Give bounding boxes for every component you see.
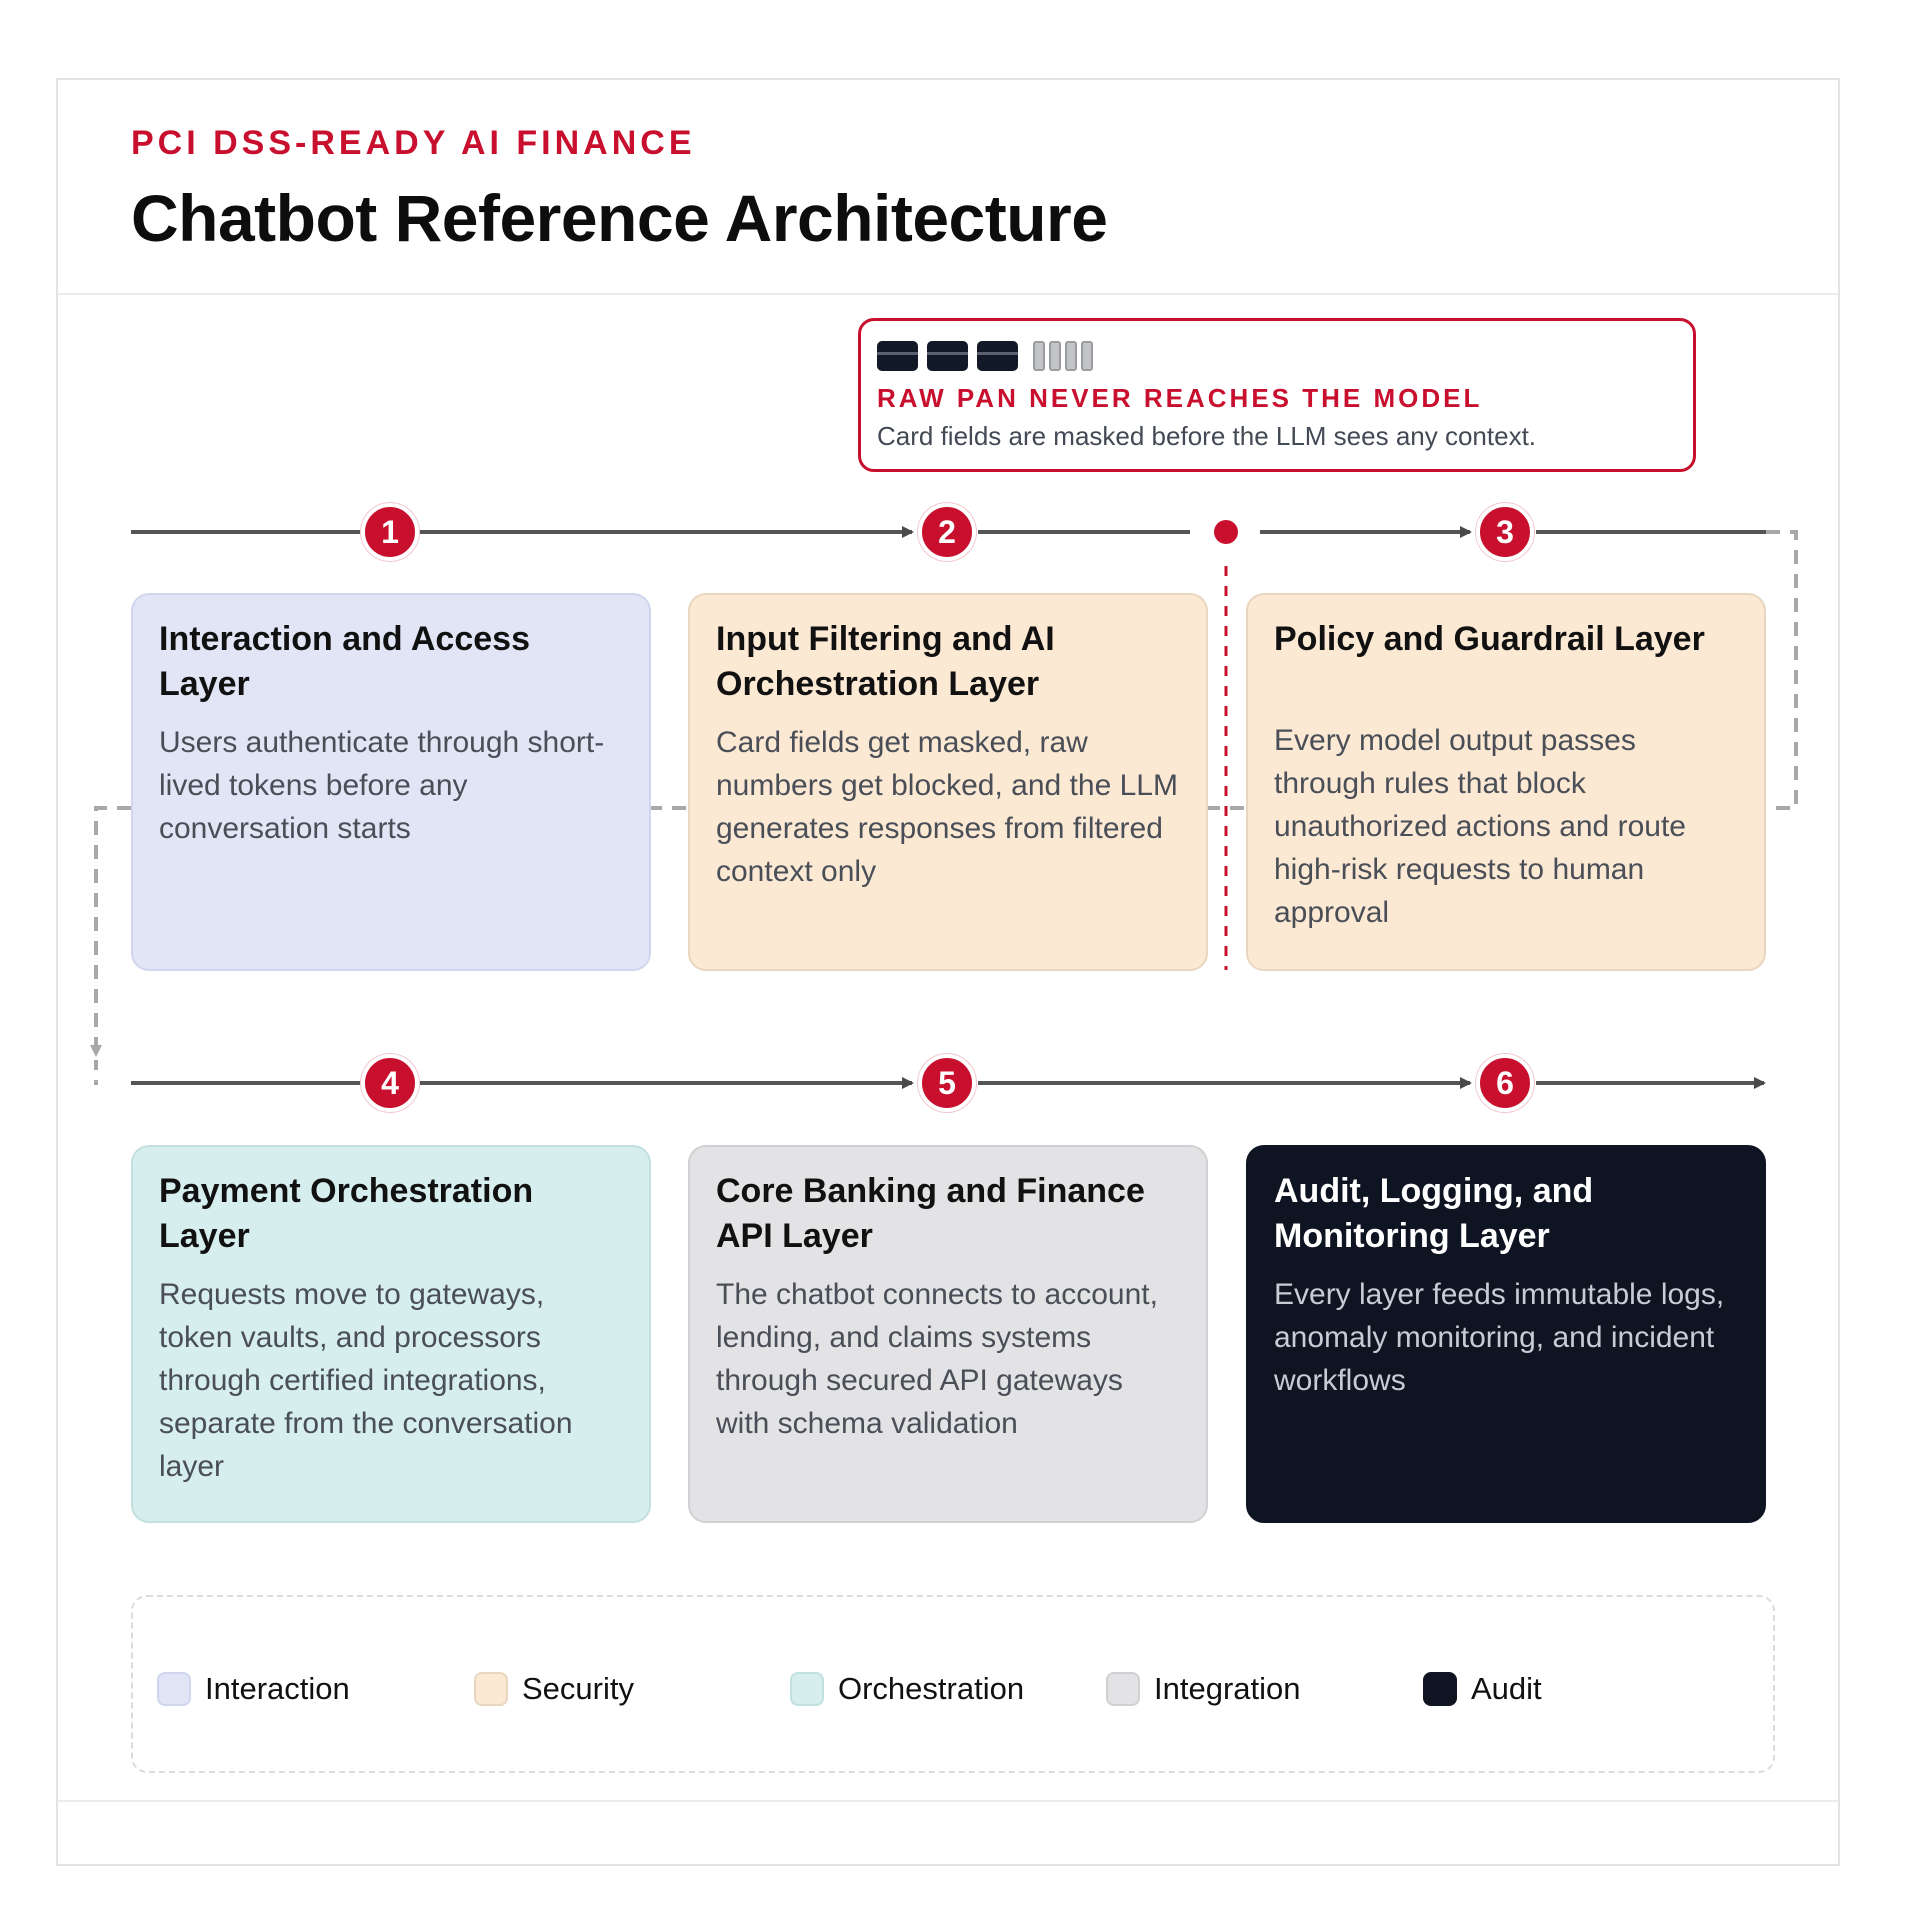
legend-label: Security xyxy=(522,1671,634,1706)
card-title: Core Banking and Finance API Layer xyxy=(716,1172,1145,1255)
step-badge-6: 6 xyxy=(1476,1054,1534,1112)
legend-item-audit xyxy=(1423,1671,1542,1707)
card-description: Every layer feeds immutable logs, anomaly monitoring, and incident workflows xyxy=(1274,1278,1725,1397)
layer-card-audit-logging xyxy=(1246,1145,1766,1523)
trust-boundary-marker xyxy=(1214,520,1238,544)
card-title: Policy and Guardrail Layer xyxy=(1274,620,1705,658)
eyebrow-label: PCI DSS-READY AI FINANCE xyxy=(131,124,696,162)
legend xyxy=(131,1595,1775,1773)
card-title: Payment Orchestration Layer xyxy=(159,1172,534,1255)
card-description: The chatbot connects to account, lending, and claims systems through secured API gateways with schema validation xyxy=(716,1278,1158,1440)
loop-connector-left xyxy=(96,808,131,1055)
callout-title: RAW PAN NEVER REACHES THE MODEL xyxy=(877,383,1483,413)
step-badge-4: 4 xyxy=(361,1054,419,1112)
step-badge-5: 5 xyxy=(918,1054,976,1112)
legend-label: Integration xyxy=(1154,1671,1301,1706)
callout-text: Card fields are masked before the LLM sees any context. xyxy=(877,421,1537,451)
step-badge-2: 2 xyxy=(918,503,976,561)
layer-card-input-filtering xyxy=(688,593,1208,971)
legend-swatch-audit xyxy=(1423,1672,1457,1706)
legend-item-interaction xyxy=(157,1671,350,1707)
card-description: Requests move to gateways, token vaults, and processors through certified integrations, separate from the conversation layer xyxy=(159,1278,573,1483)
legend-swatch-orchestration xyxy=(790,1672,824,1706)
legend-swatch-integration xyxy=(1106,1672,1140,1706)
legend-swatch-interaction xyxy=(157,1672,191,1706)
layer-card-payment-orchestration xyxy=(131,1145,651,1523)
legend-item-integration xyxy=(1106,1671,1301,1707)
card-title: Input Filtering and AI Orchestration Layer xyxy=(716,620,1055,703)
card-title: Audit, Logging, and Monitoring Layer xyxy=(1274,1172,1594,1255)
layer-card-policy-guardrail xyxy=(1246,593,1766,971)
step-badge-1: 1 xyxy=(361,503,419,561)
step-badge-3: 3 xyxy=(1476,503,1534,561)
legend-item-security xyxy=(474,1671,634,1707)
card-description: Card fields get masked, raw numbers get blocked, and the LLM generates responses from filtered context only xyxy=(716,726,1178,888)
legend-label: Interaction xyxy=(205,1671,350,1706)
legend-item-orchestration xyxy=(790,1671,1024,1707)
card-description: Every model output passes through rules that block unauthorized actions and route high-risk requests to human approval xyxy=(1274,724,1686,929)
legend-label: Audit xyxy=(1471,1671,1542,1706)
card-description: Users authenticate through short-lived tokens before any conversation starts xyxy=(159,726,605,845)
legend-swatch-security xyxy=(474,1672,508,1706)
page-title: Chatbot Reference Architecture xyxy=(131,181,1108,255)
legend-label: Orchestration xyxy=(838,1671,1025,1706)
card-title: Interaction and Access Layer xyxy=(159,620,530,703)
layer-card-core-banking xyxy=(688,1145,1208,1523)
layer-card-interaction-access xyxy=(131,593,651,971)
